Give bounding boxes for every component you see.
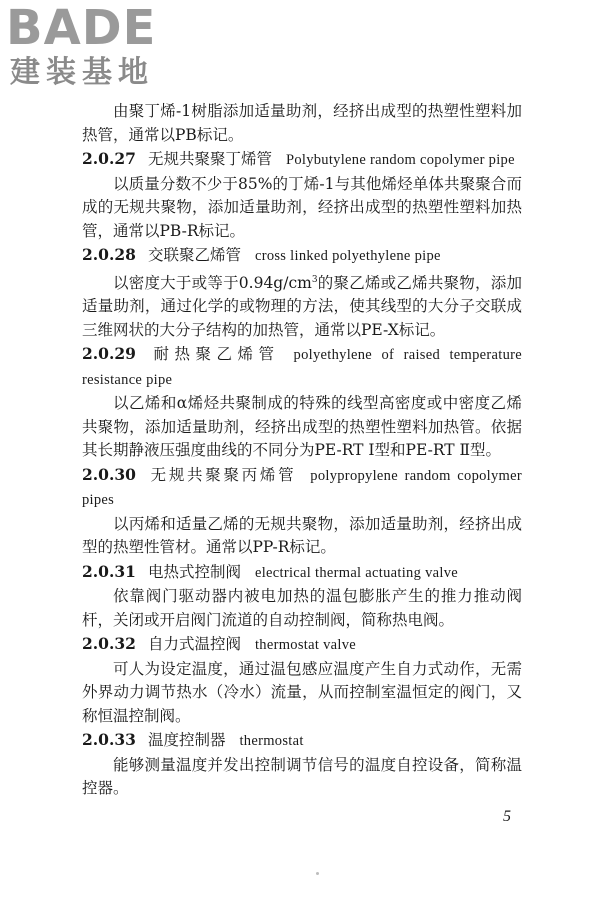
term-number: 2.0.31 [82, 561, 136, 581]
term-definition-2-0-30: 以丙烯和适量乙烯的无规共聚物，添加适量助剂，经挤出成型的热塑性管材。通常以PP-R标记。 [82, 514, 522, 557]
definition-part-before: 以密度大于或等于0.94g/cm [113, 273, 312, 292]
term-english: polypropylene random copolymer pipes [82, 467, 522, 509]
definition-part-after: 的聚乙烯或乙烯共聚物，添加适量助剂，通过化学的或物理的方法，使其线型的大分子交联成三维网状的大分子结构的加热管，通常以PE-X标记。 [82, 273, 522, 339]
term-english: thermostat valve [254, 637, 356, 654]
term-number: 2.0.32 [82, 634, 136, 654]
scan-speck [316, 872, 319, 875]
term-heading-2-0-28 [82, 243, 522, 269]
intro-paragraph: 由聚丁烯-1树脂添加适量助剂，经挤出成型的热塑性塑料加热管，通常以PB标记。 [82, 102, 522, 144]
term-chinese: 无规共聚聚丙烯管 [147, 465, 297, 484]
term-chinese: 无规共聚聚丁烯管 [147, 150, 272, 168]
watermark-chinese: 建装基地 [10, 55, 154, 90]
term-english: Polybutylene random copolymer pipe [285, 152, 515, 168]
term-english: cross linked polyethylene pipe [254, 248, 441, 264]
term-chinese: 交联聚乙烯管 [147, 246, 241, 264]
term-heading-2-0-31 [82, 560, 522, 586]
term-chinese: 耐热聚乙烯管 [147, 345, 280, 364]
page-number: 5 [503, 808, 511, 825]
term-number: 2.0.28 [82, 245, 136, 264]
document-body [82, 100, 522, 801]
term-definition-2-0-29: 以乙烯和α烯烃共聚制成的特殊的线型高密度或中密度乙烯共聚物，添加适量助剂，经挤出成型的热塑性塑料加热管。依据其长期静液压强度曲线的不同分为PE-RT Ⅰ型和PE-RT Ⅱ型。 [82, 394, 522, 460]
term-english: polyethylene of raised temperature resistance pipe [82, 347, 522, 388]
term-number: 2.0.33 [82, 730, 136, 750]
term-definition-2-0-33: 能够测量温度并发出控制调节信号的温度自控设备，简称温控器。 [82, 755, 522, 798]
term-number: 2.0.27 [82, 149, 136, 168]
term-english: thermostat [239, 733, 304, 750]
term-chinese: 自力式温控阀 [147, 635, 241, 654]
bade-watermark-logo [6, 2, 186, 92]
term-heading-2-0-27 [82, 147, 522, 173]
term-heading-2-0-30 [82, 463, 522, 513]
term-definition-2-0-27: 以质量分数不少于85%的丁烯-1与其他烯烃单体共聚聚合而成的无规共聚物，添加适量助剂，经挤出成型的热塑性塑料加热管，通常以PB-R标记。 [82, 174, 522, 240]
term-heading-2-0-29 [82, 342, 522, 392]
term-definition-2-0-32: 可人为设定温度，通过温包感应温度产生自力式动作，无需外界动力调节热水（冷水）流量，从而控制室温恒定的阀门，又称恒温控制阀。 [82, 659, 522, 725]
term-number: 2.0.30 [82, 464, 136, 484]
term-chinese: 电热式控制阀 [147, 562, 241, 581]
term-heading-2-0-33 [82, 728, 522, 754]
term-number: 2.0.29 [82, 344, 136, 364]
watermark-letters: BADE [6, 0, 157, 56]
superscript-three: 3 [311, 274, 318, 285]
term-english: electrical thermal actuating valve [254, 564, 458, 581]
term-heading-2-0-32 [82, 632, 522, 658]
term-definition-2-0-31: 依靠阀门驱动器内被电加热的温包膨胀产生的推力推动阀杆，关闭或开启阀门流道的自动控制阀，简称热电阀。 [82, 587, 522, 629]
term-definition-2-0-28 [82, 269, 522, 343]
term-chinese: 温度控制器 [147, 731, 226, 750]
